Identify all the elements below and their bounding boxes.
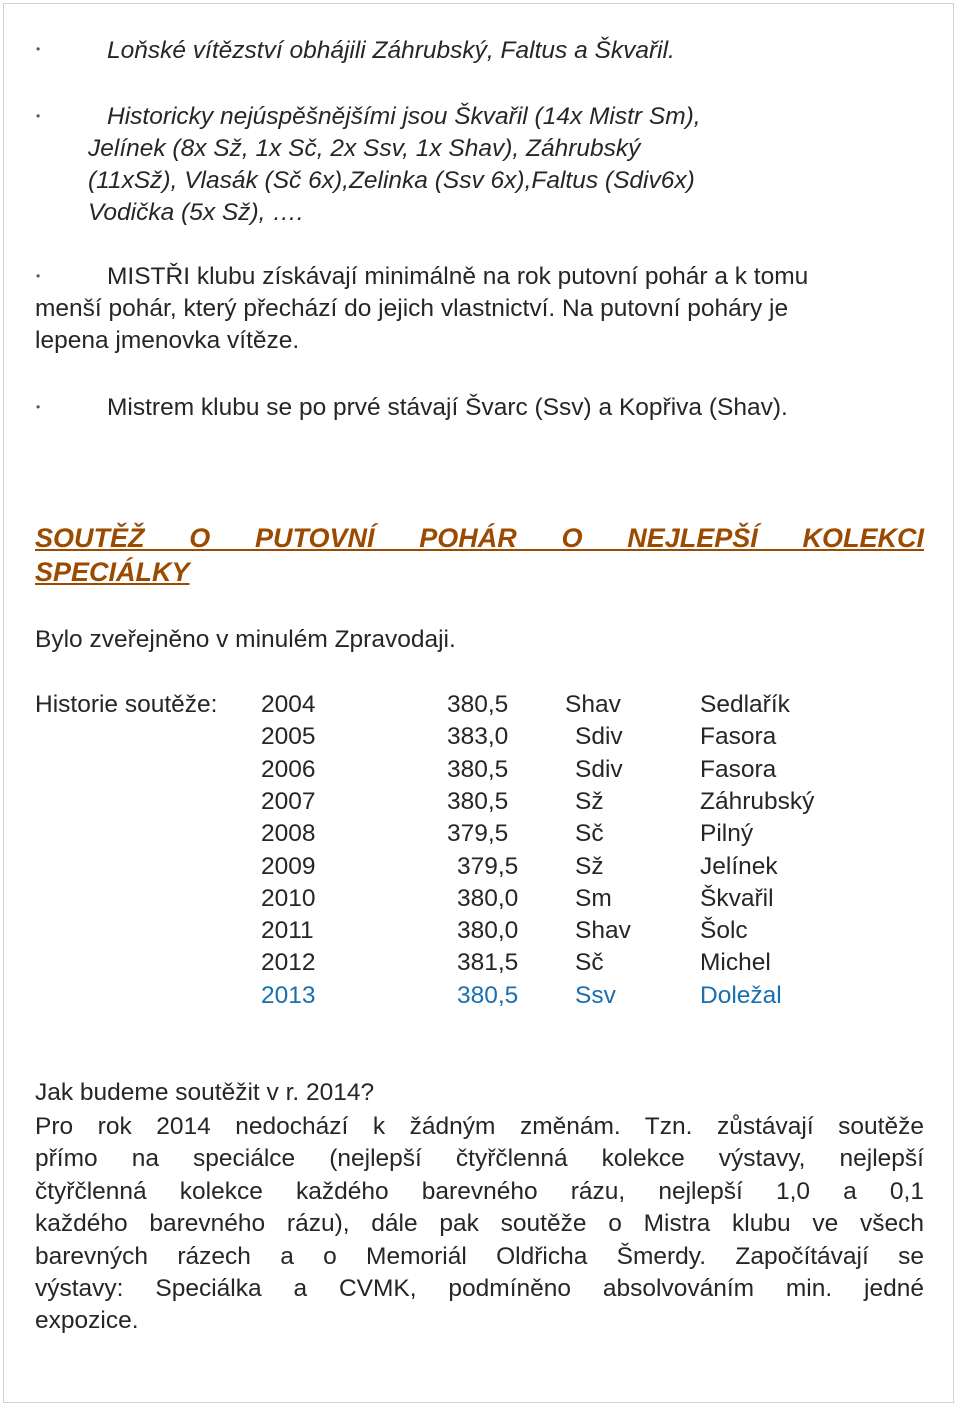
history-year: 2005 xyxy=(261,723,316,751)
history-year: 2006 xyxy=(261,755,316,783)
bullet-icon: • xyxy=(36,109,41,123)
section-heading-line-1: SOUTĚŽ O PUTOVNÍ POHÁR O NEJLEPŠÍ KOLEKCI xyxy=(35,523,924,553)
bullet-2-line-2: Jelínek (8x Sž, 1x Sč, 2x Ssv, 1x Shav), Záhrubský xyxy=(88,135,641,162)
history-score: 380,0 xyxy=(457,884,519,912)
history-score: 380,5 xyxy=(457,981,519,1009)
bullet-icon: • xyxy=(36,400,41,414)
bullet-3-line-2: menší pohár, který přechází do jejich vlastnictví. Na putovní poháry je xyxy=(35,295,789,322)
bullet-3-line-3: lepena jmenovka vítěze. xyxy=(35,327,300,354)
history-class: Sm xyxy=(575,884,612,912)
history-score: 379,5 xyxy=(447,820,509,848)
history-year: 2012 xyxy=(261,949,316,977)
section-heading-line-2: SPECIÁLKY xyxy=(35,557,190,587)
history-label: Historie soutěže: xyxy=(35,691,218,718)
history-score: 380,5 xyxy=(447,755,509,783)
history-name: Jelínek xyxy=(700,852,778,880)
bullet-2-line-3: (11xSž), Vlasák (Sč 6x),Zelinka (Ssv 6x),Faltus (Sdiv6x) xyxy=(88,167,695,194)
history-score: 379,5 xyxy=(457,852,519,880)
history-score: 380,5 xyxy=(447,787,509,815)
history-name: Pilný xyxy=(700,820,754,848)
history-name: Škvařil xyxy=(700,884,774,912)
history-score: 380,0 xyxy=(457,917,519,945)
bullet-1-text: Loňské vítězství obhájili Záhrubský, Faltus a Škvařil. xyxy=(107,37,675,64)
final-paragraph-line: přímo na speciálce (nejlepší čtyřčlenná kolekce výstavy, nejlepší xyxy=(35,1145,924,1173)
bullet-3-line-1: MISTŘI klubu získávají minimálně na rok putovní pohár a k tomu xyxy=(107,263,809,290)
bullet-2-line-4: Vodička (5x Sž), …. xyxy=(88,199,304,226)
history-year: 2013 xyxy=(261,981,316,1009)
question-text: Jak budeme soutěžit v r. 2014? xyxy=(35,1079,375,1106)
history-name: Záhrubský xyxy=(700,787,815,815)
history-class: Sž xyxy=(575,852,604,880)
history-score: 381,5 xyxy=(457,949,519,977)
history-year: 2004 xyxy=(261,691,316,718)
history-class: Ssv xyxy=(575,981,616,1009)
history-name: Šolc xyxy=(700,917,748,945)
final-paragraph-line: výstavy: Speciálka a CVMK, podmíněno absolvováním min. jedné xyxy=(35,1275,924,1302)
history-class: Shav xyxy=(565,691,621,718)
history-name: Sedlařík xyxy=(700,691,790,718)
final-paragraph-line: čtyřčlenná kolekce každého barevného rázu, nejlepší 1,0 a 0,1 xyxy=(35,1177,924,1205)
final-paragraph-line: barevných rázech a o Memoriál Oldřicha Šmerdy. Započítávají se xyxy=(35,1242,924,1270)
history-class: Sdiv xyxy=(575,723,623,751)
history-year: 2009 xyxy=(261,852,316,880)
published-note: Bylo zveřejněno v minulém Zpravodaji. xyxy=(35,626,456,653)
history-year: 2008 xyxy=(261,820,316,848)
history-year: 2011 xyxy=(261,917,314,945)
history-name: Doležal xyxy=(700,981,782,1009)
history-name: Fasora xyxy=(700,723,777,751)
bullet-2-line-1: Historicky nejúspěšnějšími jsou Škvařil (14x Mistr Sm), xyxy=(107,103,701,130)
history-class: Sdiv xyxy=(575,755,623,783)
history-class: Sč xyxy=(575,820,604,848)
history-year: 2007 xyxy=(261,787,316,815)
history-name: Fasora xyxy=(700,755,777,783)
final-paragraph-line: každého barevného rázu), dále pak soutěže o Mistra klubu ve všech xyxy=(35,1210,924,1238)
history-name: Michel xyxy=(700,949,771,977)
bullet-4-text: Mistrem klubu se po prvé stávají Švarc (Ssv) a Kopřiva (Shav). xyxy=(107,394,788,421)
final-paragraph-last-line: expozice. xyxy=(35,1307,139,1334)
history-class: Sž xyxy=(575,787,604,815)
final-paragraph-line: Pro rok 2014 nedochází k žádným změnám. Tzn. zůstávají soutěže xyxy=(35,1113,924,1140)
history-score: 380,5 xyxy=(447,691,509,718)
history-year: 2010 xyxy=(261,884,316,912)
bullet-icon: • xyxy=(36,269,41,283)
bullet-icon: • xyxy=(36,42,41,56)
history-score: 383,0 xyxy=(447,723,509,751)
history-class: Shav xyxy=(575,917,631,945)
history-class: Sč xyxy=(575,949,604,977)
